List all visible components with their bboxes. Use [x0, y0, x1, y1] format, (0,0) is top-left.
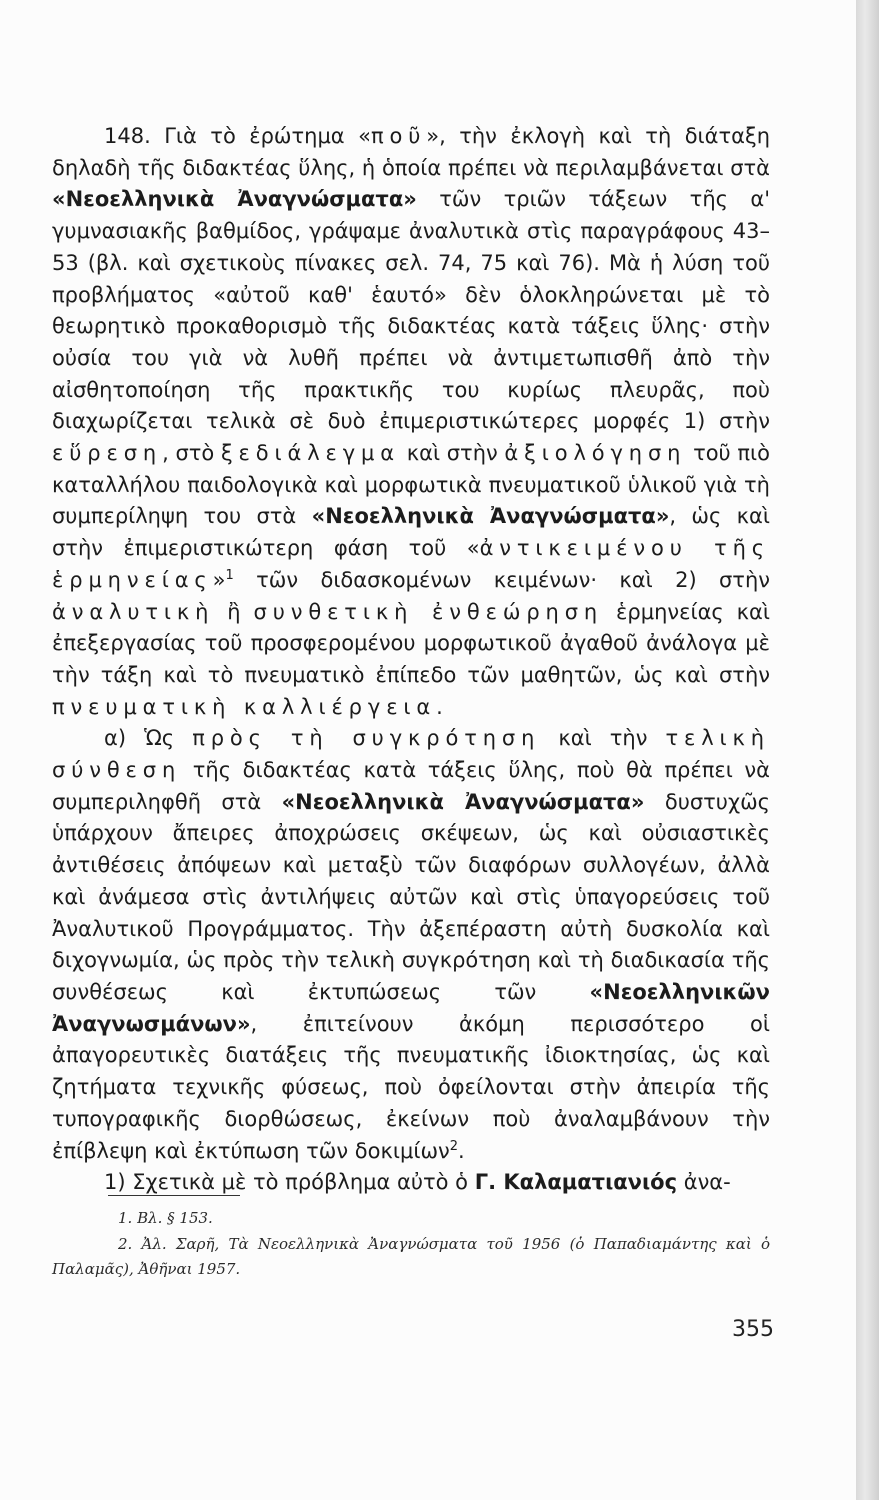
spaced-term: ἀντικειμένου τῆς ἑρμηνείας — [52, 536, 770, 592]
text-run: δυστυχῶς ὑπάρχουν ἄπειρες ἀποχρώσεις σκέψεων, ὡς καὶ οὐσιαστικὲς ἀντιθέσεις ἀπόψεων καὶ μεταξὺ τῶν διαφόρων συλλογέων, ἀλλὰ καὶ ἀνάμεσα στὶς ἀντιλήψεις αὐτῶν καὶ στὶς ὑπαγορεύσεις τοῦ Ἀναλυτικοῦ Προγράμματος. Τὴν ἀξεπέραστη αὐτὴ δυσκολία καὶ διχογνωμία, ὡς πρὸς τὴν τελικὴ συγκρότηση καὶ τὴ διαδικασία τῆς συνθέσεως καὶ ἐκτυπώσεως τῶν — [52, 789, 770, 1004]
spaced-term: ἀναλυτικὴ — [52, 599, 215, 624]
paragraph-148 — [52, 121, 770, 723]
spaced-term: ξεδιάλεγμα — [220, 441, 401, 466]
spaced-term: ποῦ — [370, 124, 427, 148]
text-run: τῶν διδασκομένων κειμένων· καὶ 2) στὴν — [233, 567, 770, 592]
bold-title: «Νεοελληνικὰ Ἀναγνώσματα» — [311, 504, 670, 529]
text-run: καὶ τὴν — [540, 726, 666, 751]
spaced-term: συνθετικὴ ἐνθεώρηση — [253, 599, 604, 624]
text-run: 1) Σχετικὰ μὲ τὸ πρόβλημα αὐτὸ ὁ — [104, 1170, 475, 1195]
text-run: ἢ — [214, 599, 254, 624]
spaced-term: εὕρεση — [52, 441, 163, 466]
page-number: 355 — [732, 1317, 774, 1342]
text-run: 148. Γιὰ τὸ ἐρώτημα « — [104, 124, 371, 148]
text-run: τῶν τριῶν τάξεων τῆς α' γυμνασιακῆς βαθμίδος, γράψαμε ἀναλυτικὰ στὶς παραγράφους 43–53 (βλ. καὶ σχετικοὺς πίνακες σελ. 74, 75 καὶ 76). Μὰ ἡ λύση τοῦ προβλήματος «αὐτοῦ καθ' ἑαυτό» δὲν ὁλοκληρώνεται μὲ τὸ θεωρητικὸ προκαθορισμὸ τῆς διδακτέας κατὰ τάξεις ὕλης· στὴν οὐσία του γιὰ νὰ λυθῆ πρέπει νὰ ἀντιμετωπισθῆ ἀπὸ τὴν αἰσθητοποίηση τῆς πρακτικῆς του κυρίως πλευρᾶς, ποὺ διαχωρίζεται τελικὰ σὲ δυὸ ἐπιμεριστικώτερες μορφές 1) στὴν — [52, 187, 770, 434]
bold-title: «Νεοελληνικὰ Ἀναγνώσματα» — [281, 789, 645, 814]
page-edge — [856, 0, 879, 1500]
text-run: , ἐπιτείνουν ἀκόμη περισσότερο οἱ ἀπαγορευτικὲς διατάξεις τῆς πνευματικῆς ἰδιοκτησίας, ὡς καὶ ζητήματα τεχνικῆς φύσεως, ποὺ ὀφείλονται στὴν ἀπειρία τῆς τυπογραφικῆς διορθώσεως, ἐκείνων ποὺ ἀναλαμβάνουν τὴν ἐπίβλεψη καὶ ἐκτύπωση τῶν δοκιμίων — [52, 1011, 770, 1163]
text-run: », τὴν ἐκλογὴ καὶ τὴ διάταξη δηλαδὴ τῆς διδακτέας ὕλης, ἡ ὁποία πρέπει νὰ περιλαμβάνεται στὰ — [52, 124, 770, 180]
spaced-term: ἀξιολόγηση — [504, 441, 687, 466]
text-run: ἀνα- — [677, 1170, 731, 1195]
spaced-term: τελικὴ σύνθεση — [52, 726, 770, 783]
footnote-divider — [108, 1195, 240, 1196]
bold-title: «Νεοελληνικῶν Ἀναγνωσμάνων» — [52, 979, 770, 1036]
text-run: , στὸ — [162, 441, 221, 466]
text-run: ἑρμηνείας καὶ ἐπεξεργασίας τοῦ προσφερομένου μορφωτικοῦ ἀγαθοῦ ἀνάλογα μὲ τὴν τάξη καὶ τὸ πνευματικὸ ἐπίπεδο τῶν μαθητῶν, ὡς καὶ στὴν — [52, 599, 770, 687]
footnote-marker: 1 — [225, 567, 234, 583]
bold-title: «Νεοελληνικὰ Ἀναγνώσματα» — [52, 187, 417, 212]
main-text — [52, 121, 770, 1199]
spaced-term: πρὸς τὴ συγκρότηση — [192, 726, 541, 751]
text-run: , ὡς καὶ στὴν ἐπιμεριστικώτερη φάση τοῦ « — [52, 504, 770, 561]
text-run: . — [458, 1138, 465, 1163]
spaced-term: πνευματικὴ καλλιέργεια — [52, 694, 437, 719]
text-run: » — [212, 567, 226, 592]
footnote-marker: 2 — [449, 1138, 459, 1154]
bold-name: Γ. Καλαματιανιός — [474, 1170, 678, 1195]
text-run: καὶ στὴν — [400, 441, 505, 466]
footnote-1: 1. Βλ. § 153. — [118, 1209, 213, 1227]
text-run: α) Ὡς — [104, 726, 193, 751]
text-run: τῆς διδακτέας κατὰ τάξεις ὕλης, ποὺ θὰ πρέπει νὰ συμπεριληφθῆ στὰ — [52, 758, 770, 814]
text-run: . — [436, 694, 443, 719]
text-run: τοῦ πιὸ καταλλήλου παιδολογικὰ καὶ μορφωτικὰ πνευματικοῦ ὑλικοῦ γιὰ τὴ συμπερίληψη του στὰ — [52, 441, 770, 529]
paragraph-alpha — [52, 723, 770, 1167]
footnote-2: 2. Ἀλ. Σαρῆ, Τὰ Νεοελληνικὰ Ἀναγνώσματα τοῦ 1956 (ὁ Παπαδιαμάντης καὶ ὁ Παλαμᾶς), Ἀθῆναι 1957. — [52, 1235, 770, 1278]
